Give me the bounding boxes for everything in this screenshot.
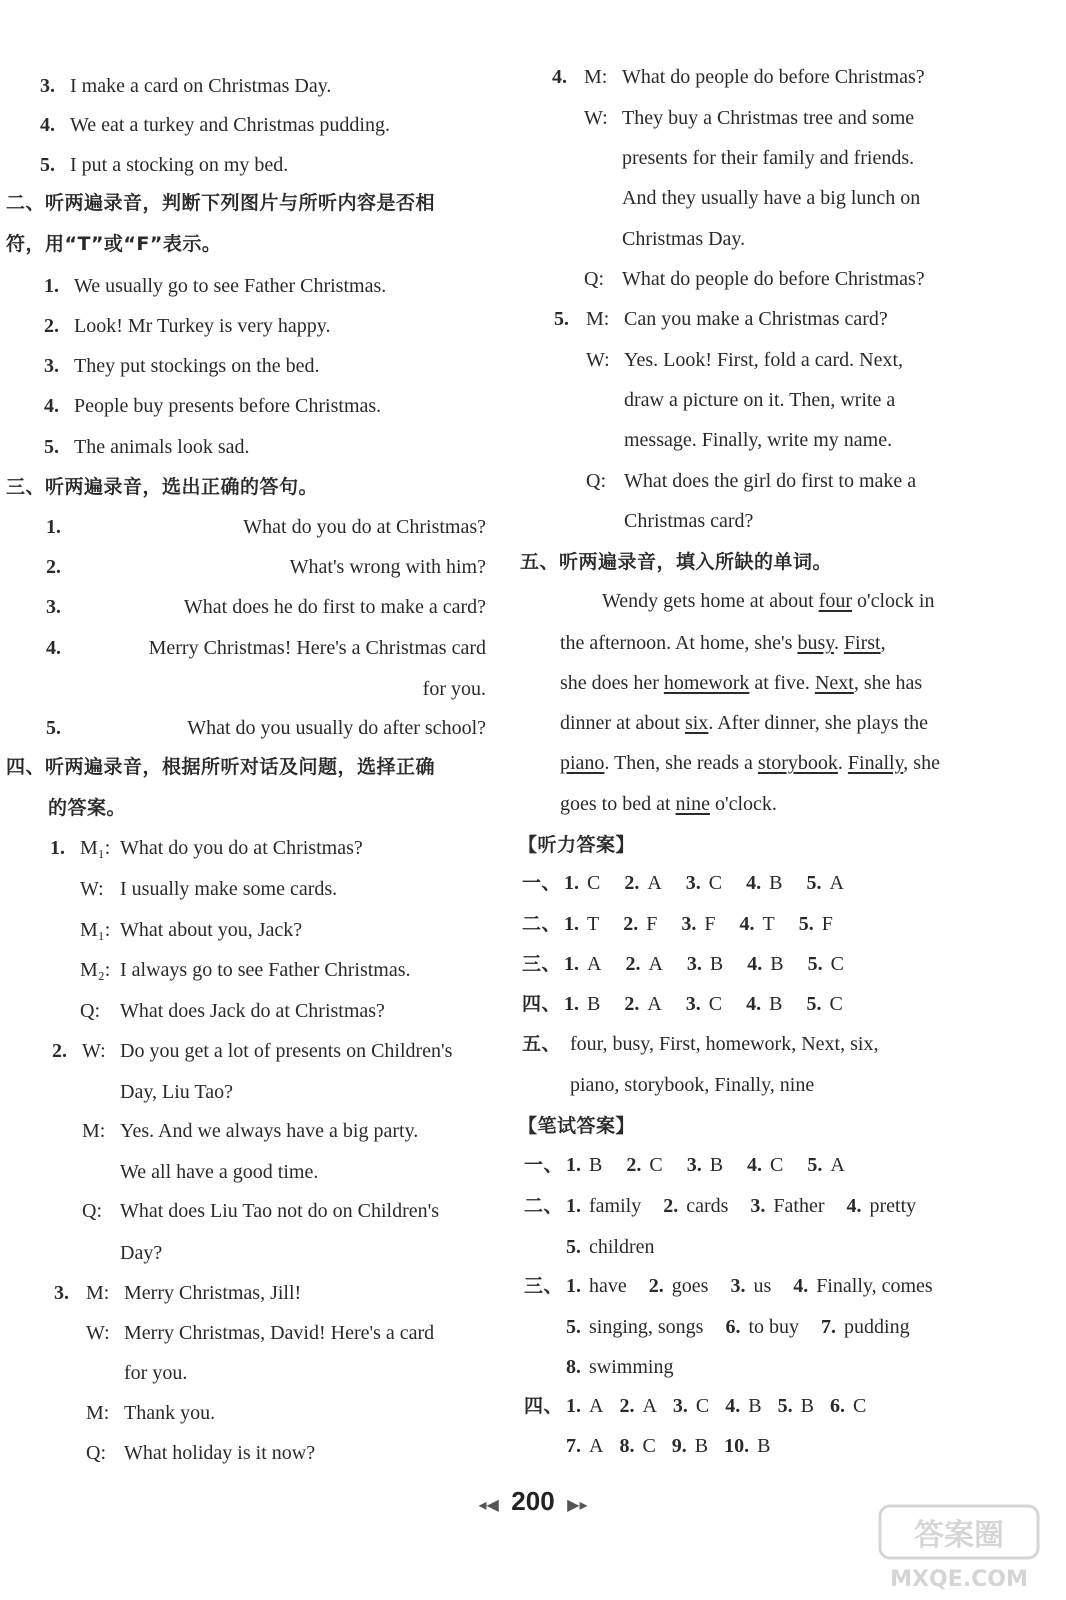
sec5-title: [520, 549, 832, 575]
answer-row: [522, 1031, 878, 1057]
written-answers-header: [518, 1113, 635, 1139]
section-title: 四、听两遍录音，根据所听对话及问题，选择正确: [6, 756, 436, 778]
dialog-text: Thank you.: [124, 1402, 216, 1424]
answer-number: 3.: [686, 953, 702, 975]
answer-number: 10.: [724, 1435, 750, 1457]
item-number: 5.: [554, 308, 569, 330]
page-number: 200: [511, 1486, 555, 1516]
dialog-line: [120, 1159, 318, 1185]
answer-value: A: [647, 872, 662, 894]
answer-value: pudding: [844, 1316, 910, 1338]
dialog-line: [584, 266, 925, 292]
answer-number: 2.: [663, 1195, 679, 1217]
answer-number: 4.: [746, 993, 762, 1015]
answer-value: B: [770, 953, 784, 975]
answer-value: us: [753, 1275, 772, 1297]
answer-value: B: [709, 953, 724, 975]
filled-answer: Finally: [847, 752, 904, 774]
answer-number: 2.: [623, 913, 639, 935]
dialog-text: draw a picture on it. Then, write a: [624, 389, 896, 411]
answer-section-label: 三、: [524, 1275, 564, 1297]
answer-number: 1.: [564, 953, 579, 975]
answer-number: 1.: [566, 1154, 581, 1176]
dialog-text: Merry Christmas, Jill!: [124, 1282, 302, 1304]
filled-answer: nine: [675, 793, 710, 815]
dialog-text: And they usually have a big lunch on: [622, 187, 921, 209]
item-text: I make a card on Christmas Day.: [70, 75, 332, 97]
filled-answer: busy: [797, 632, 834, 654]
dialog-text: I always go to see Father Christmas.: [120, 959, 411, 981]
speaker-label: W:: [86, 1322, 110, 1344]
sec2-title-line1: [6, 190, 435, 216]
speaker-label: M₁:: [80, 837, 111, 859]
prev-arrows-icon: ◂◀: [478, 1497, 499, 1514]
answer-row: [524, 1193, 938, 1219]
answer-value: A: [648, 953, 663, 975]
filled-answer: homework: [663, 672, 750, 694]
filled-answer: Next: [814, 672, 854, 694]
sec2-title-line2: [6, 231, 221, 257]
answer-section-label: 三、: [522, 953, 562, 975]
answer-number: 4.: [747, 953, 763, 975]
speaker-label: Q:: [80, 1000, 100, 1022]
dialog-text: Christmas card?: [624, 510, 754, 532]
answer-value: F: [821, 913, 833, 935]
item-number: 3.: [40, 75, 55, 97]
answer-value: A: [647, 993, 662, 1015]
speaker-label: M:: [586, 308, 610, 330]
item-text: We usually go to see Father Christmas.: [74, 275, 387, 297]
item-number: 4.: [552, 66, 567, 88]
sec2-item: [44, 393, 381, 419]
sec3-item: [46, 594, 486, 620]
answer-value: goes: [671, 1275, 709, 1297]
sec4-title-line2: [48, 795, 126, 821]
dialog-text: Can you make a Christmas card?: [624, 308, 888, 330]
speaker-label: W:: [586, 349, 610, 371]
answer-section-label: 二、: [524, 1195, 564, 1217]
passage-line: piano. Then, she reads a storybook. Finally, she: [560, 752, 940, 774]
answer-value: B: [694, 1435, 709, 1457]
dialog-text: We all have a good time.: [120, 1161, 319, 1183]
item-text: We eat a turkey and Christmas pudding.: [70, 114, 390, 136]
sec2-item: [44, 353, 320, 379]
answer-value: Father: [773, 1195, 825, 1217]
dialog-line: [624, 387, 895, 413]
item-number: 2.: [46, 556, 61, 578]
answer-value: C: [830, 953, 844, 975]
answer-value: A: [642, 1395, 657, 1417]
dialog-line: [52, 1038, 452, 1064]
answer-number: 1.: [564, 872, 579, 894]
dialog-text: Christmas Day.: [622, 228, 746, 250]
answer-value: T: [762, 913, 775, 935]
section-title: 的答案。: [48, 797, 127, 819]
filled-answer: four: [818, 590, 852, 612]
answer-value: A: [830, 1154, 845, 1176]
answer-number: 8.: [619, 1435, 635, 1457]
dialog-line: [586, 468, 916, 494]
answer-number: 6.: [829, 1395, 845, 1417]
filled-answer: storybook: [757, 752, 838, 774]
answer-number: 3.: [730, 1275, 746, 1297]
answer-value: B: [757, 1435, 771, 1457]
answer-value: C: [852, 1395, 867, 1417]
sec3-item: [46, 514, 486, 540]
answer-number: 5.: [566, 1316, 581, 1338]
speaker-label: W:: [80, 878, 104, 900]
answer-number: 1.: [566, 1395, 581, 1417]
answer-number: 3.: [686, 1154, 702, 1176]
answer-number: 1.: [564, 913, 579, 935]
sec2-item: [44, 313, 330, 339]
answer-value: T: [587, 913, 600, 935]
dialog-text: What holiday is it now?: [124, 1442, 316, 1464]
item-number: 1.: [50, 837, 65, 859]
sec1-item-4: [40, 112, 390, 138]
answer-value: B: [589, 1154, 603, 1176]
passage-line: dinner at about six. After dinner, she plays the: [560, 712, 929, 734]
speaker-label: W:: [584, 107, 608, 129]
answer-section-label: 五、: [522, 1033, 562, 1055]
sec3-title: [6, 474, 318, 500]
answer-section-label: 二、: [522, 913, 562, 935]
sec3-item: [46, 676, 486, 702]
answer-value: A: [587, 953, 602, 975]
answer-value: C: [695, 1395, 710, 1417]
answer-value: cards: [686, 1195, 729, 1217]
answer-row: [522, 991, 867, 1017]
answer-number: 5.: [807, 1154, 823, 1176]
speaker-label: M₂:: [80, 959, 111, 981]
passage-line: Wendy gets home at about four o'clock in: [602, 590, 935, 612]
answer-number: 2.: [648, 1275, 664, 1297]
dialog-line: [80, 876, 337, 902]
dialog-line: [584, 105, 914, 131]
dialog-text: I usually make some cards.: [120, 878, 338, 900]
item-text: Merry Christmas! Here's a Christmas card: [148, 637, 486, 659]
watermark-site: MXQE.COM: [890, 1567, 1028, 1592]
item-number: 1.: [44, 275, 59, 297]
speaker-label: Q:: [86, 1442, 106, 1464]
answer-value: to buy: [748, 1316, 800, 1338]
dialog-text: message. Finally, write my name.: [624, 429, 893, 451]
sec4-title-line1: [6, 754, 435, 780]
answer-value: piano, storybook, Finally, nine: [570, 1074, 815, 1096]
watermark-mark: 答案圈: [914, 1518, 1004, 1553]
answer-section-label: 一、: [524, 1154, 564, 1176]
answer-number: 5.: [806, 993, 822, 1015]
dialog-line: [82, 1118, 418, 1144]
speaker-label: M:: [86, 1282, 110, 1304]
answer-value: singing, songs: [589, 1316, 704, 1338]
answer-row: [522, 870, 868, 896]
answer-number: 2.: [626, 1154, 642, 1176]
item-number: 3.: [46, 596, 61, 618]
answer-number: 4.: [725, 1395, 741, 1417]
item-number: 5.: [44, 436, 59, 458]
answer-row: [566, 1354, 695, 1380]
answer-number: 5.: [777, 1395, 793, 1417]
answer-value: have: [589, 1275, 627, 1297]
answer-row: [522, 911, 857, 937]
answer-value: family: [589, 1195, 642, 1217]
answer-number: 5.: [566, 1236, 581, 1258]
answer-value: swimming: [589, 1356, 674, 1378]
dialog-line: [80, 957, 411, 983]
speaker-label: Q:: [584, 268, 604, 290]
answer-value: A: [589, 1435, 604, 1457]
answer-row: [524, 1152, 869, 1178]
answer-value: four, busy, First, homework, Next, six,: [570, 1033, 879, 1055]
answer-value: pretty: [869, 1195, 917, 1217]
item-number: 4.: [40, 114, 55, 136]
dialog-line: [80, 917, 302, 943]
dialog-line: [622, 145, 914, 171]
dialog-line: [82, 1198, 439, 1224]
sec2-item: [44, 434, 250, 460]
item-text: What's wrong with him?: [289, 556, 486, 578]
answer-number: 4.: [793, 1275, 809, 1297]
item-number: 3.: [44, 355, 59, 377]
item-text: for you.: [422, 678, 486, 700]
answer-row: [570, 1072, 814, 1098]
speaker-label: W:: [82, 1040, 106, 1062]
answer-number: 5.: [806, 872, 822, 894]
answer-value: F: [704, 913, 716, 935]
answer-value: C: [770, 1154, 784, 1176]
item-text: What does he do first to make a card?: [183, 596, 486, 618]
answer-value: B: [587, 993, 601, 1015]
sec1-item-3: [40, 73, 331, 99]
answer-value: B: [769, 993, 783, 1015]
dialog-line: [586, 347, 903, 373]
dialog-line: [120, 1240, 162, 1266]
passage-line: the afternoon. At home, she's busy. First,: [560, 632, 886, 654]
item-text: What do you usually do after school?: [187, 717, 486, 739]
answer-number: 3.: [750, 1195, 766, 1217]
section-title: 三、听两遍录音，选出正确的答句。: [6, 476, 319, 498]
answer-value: B: [748, 1395, 762, 1417]
answer-number: 8.: [566, 1356, 581, 1378]
item-text: What do you do at Christmas?: [243, 516, 486, 538]
answer-row: [522, 951, 868, 977]
speaker-label: M:: [584, 66, 608, 88]
speaker-label: M:: [82, 1120, 106, 1142]
item-number: 5.: [40, 154, 55, 176]
section-title: 符，用“T”或“F”表示。: [6, 233, 222, 255]
answer-number: 4.: [746, 872, 762, 894]
item-number: 2.: [44, 315, 59, 337]
filled-answer: piano: [560, 752, 605, 774]
speaker-label: Q:: [586, 470, 606, 492]
dialog-text: Yes. Look! First, fold a card. Next,: [624, 349, 904, 371]
dialog-line: [80, 998, 385, 1024]
answer-number: 1.: [566, 1275, 581, 1297]
dialog-text: What does Liu Tao not do on Children's: [120, 1200, 440, 1222]
dialog-text: What do people do before Christmas?: [622, 66, 925, 88]
answer-number: 5.: [807, 953, 823, 975]
answer-value: C: [708, 993, 723, 1015]
speaker-label: M:: [86, 1402, 110, 1424]
answer-value: A: [589, 1395, 604, 1417]
answer-number: 9.: [671, 1435, 687, 1457]
dialog-text: What do people do before Christmas?: [622, 268, 925, 290]
sec3-item: [46, 635, 486, 661]
answer-row: [524, 1393, 882, 1419]
answer-value: B: [800, 1395, 814, 1417]
answer-value: C: [829, 993, 843, 1015]
answer-number: 5.: [798, 913, 814, 935]
answer-number: 4.: [747, 1154, 763, 1176]
filled-answer: First: [843, 632, 881, 654]
item-number: 5.: [46, 717, 61, 739]
section-title: 五、听两遍录音，填入所缺的单词。: [520, 551, 833, 573]
dialog-line: [554, 306, 888, 332]
answer-row: [524, 1273, 955, 1299]
dialog-line: [624, 508, 753, 534]
answer-number: 1.: [566, 1195, 581, 1217]
answer-value: B: [709, 1154, 724, 1176]
answer-value: A: [829, 872, 844, 894]
dialog-text: Day?: [120, 1242, 163, 1264]
item-text: They put stockings on the bed.: [74, 355, 320, 377]
answer-number: 3.: [685, 993, 701, 1015]
item-text: People buy presents before Christmas.: [74, 395, 382, 417]
filled-answer: six: [684, 712, 709, 734]
answer-number: 3.: [681, 913, 697, 935]
next-arrows-icon: ▶▸: [567, 1497, 588, 1514]
item-number: 4.: [44, 395, 59, 417]
answer-section-label: 四、: [522, 993, 562, 1015]
listening-answers-header: [518, 832, 635, 858]
item-text: Look! Mr Turkey is very happy.: [74, 315, 331, 337]
dialog-text: Do you get a lot of presents on Children's: [120, 1040, 453, 1062]
passage-line: she does her homework at five. Next, she has: [560, 672, 923, 694]
item-number: 1.: [46, 516, 61, 538]
answer-number: 3.: [685, 872, 701, 894]
speaker-label: M₁:: [80, 919, 111, 941]
section-title: 二、听两遍录音，判断下列图片与所听内容是否相: [6, 192, 436, 214]
answer-value: Finally, comes: [816, 1275, 933, 1297]
sec3-item: [46, 715, 486, 741]
answer-number: 1.: [564, 993, 579, 1015]
dialog-text: What about you, Jack?: [120, 919, 303, 941]
dialog-line: [86, 1400, 215, 1426]
answer-number: 6.: [725, 1316, 741, 1338]
dialog-text: for you.: [124, 1362, 188, 1384]
answer-section-label: 一、: [522, 872, 562, 894]
answer-header: 【听力答案】: [518, 834, 636, 856]
answer-number: 4.: [846, 1195, 862, 1217]
answer-number: 3.: [672, 1395, 688, 1417]
item-text: I put a stocking on my bed.: [70, 154, 289, 176]
dialog-line: [124, 1360, 187, 1386]
dialog-text: Merry Christmas, David! Here's a card: [124, 1322, 435, 1344]
answer-value: C: [587, 872, 601, 894]
answer-value: C: [642, 1435, 656, 1457]
answer-value: C: [649, 1154, 663, 1176]
dialog-text: What do you do at Christmas?: [120, 837, 363, 859]
dialog-text: presents for their family and friends.: [622, 147, 915, 169]
answer-row: [566, 1234, 677, 1260]
answer-number: 2.: [625, 953, 641, 975]
answer-row: [566, 1314, 932, 1340]
answer-value: F: [646, 913, 658, 935]
dialog-line: [552, 64, 925, 90]
dialog-line: [120, 1079, 233, 1105]
answer-number: 7.: [566, 1435, 581, 1457]
answer-number: 2.: [619, 1395, 635, 1417]
answer-row: [566, 1433, 786, 1459]
dialog-text: What does Jack do at Christmas?: [120, 1000, 385, 1022]
dialog-line: [50, 835, 363, 861]
dialog-line: [622, 226, 745, 252]
answer-value: B: [769, 872, 783, 894]
dialog-line: [54, 1280, 301, 1306]
watermark-logo: [874, 1502, 1044, 1594]
answer-section-label: 四、: [524, 1395, 564, 1417]
sec3-item: [46, 554, 486, 580]
dialog-text: They buy a Christmas tree and some: [622, 107, 915, 129]
item-number: 3.: [54, 1282, 69, 1304]
answer-value: C: [708, 872, 723, 894]
answer-header: 【笔试答案】: [518, 1115, 636, 1137]
dialog-line: [86, 1440, 315, 1466]
answer-number: 2.: [624, 993, 640, 1015]
dialog-text: Day, Liu Tao?: [120, 1081, 234, 1103]
answer-number: 2.: [624, 872, 640, 894]
passage-line: goes to bed at nine o'clock.: [560, 793, 777, 815]
sec1-item-5: [40, 152, 288, 178]
item-number: [46, 676, 78, 702]
answer-number: 4.: [739, 913, 755, 935]
dialog-text: What does the girl do first to make a: [624, 470, 917, 492]
item-number: 2.: [52, 1040, 67, 1062]
answer-value: children: [589, 1236, 655, 1258]
speaker-label: Q:: [82, 1200, 102, 1222]
sec2-item: [44, 273, 386, 299]
answer-number: 7.: [821, 1316, 837, 1338]
item-text: The animals look sad.: [74, 436, 250, 458]
dialog-line: [86, 1320, 434, 1346]
dialog-line: [624, 427, 892, 453]
item-number: 4.: [46, 637, 61, 659]
dialog-line: [622, 185, 920, 211]
dialog-text: Yes. And we always have a big party.: [120, 1120, 419, 1142]
